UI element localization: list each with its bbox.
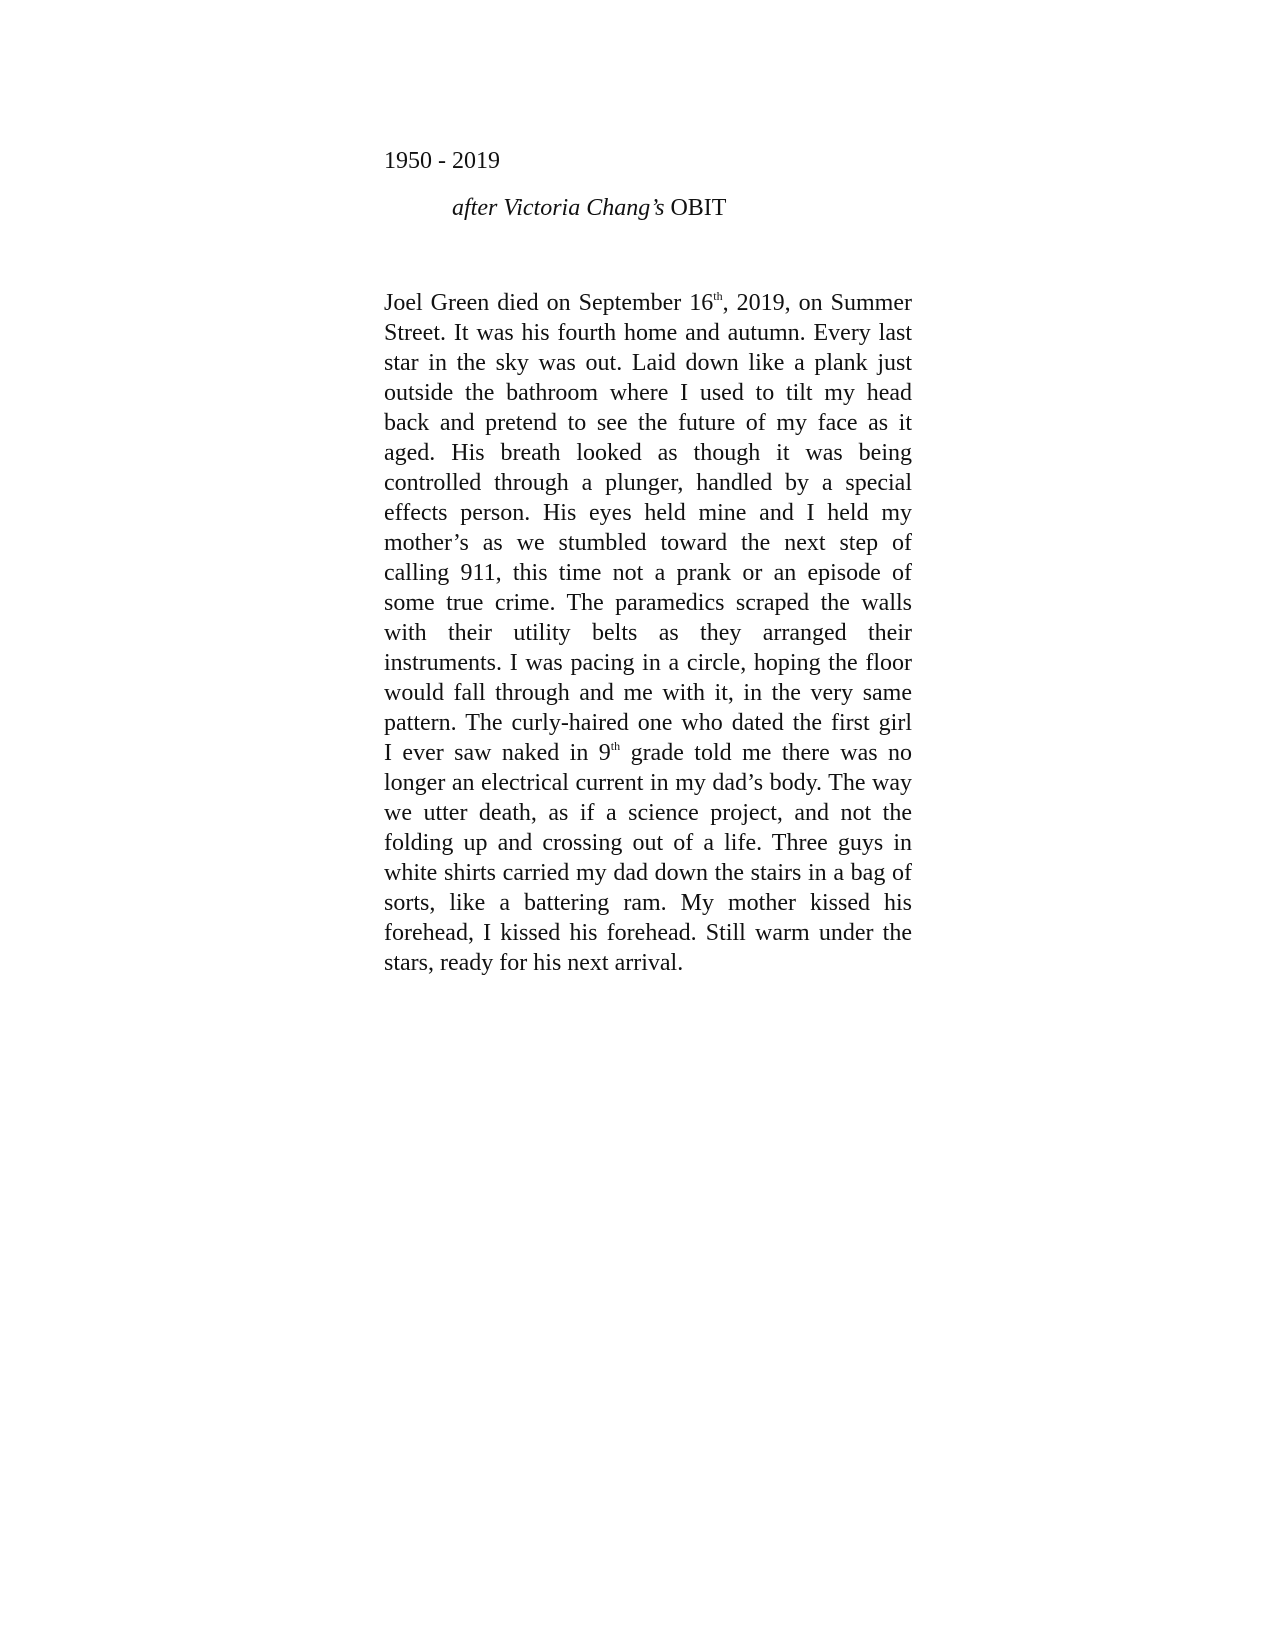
- ordinal-suffix: th: [713, 289, 723, 303]
- poem-line-18: we utter death, as if a science project, and not the: [384, 800, 912, 826]
- poem-line-15: pattern. The curly-haired one who dated the first girl: [384, 710, 912, 736]
- poem-line-5: back and pretend to see the future of my face as it: [384, 410, 912, 436]
- poem-line-6: aged. His breath looked as though it was being: [384, 440, 912, 466]
- poem-line-8: effects person. His eyes held mine and I held my: [384, 500, 912, 526]
- poem-line-21: sorts, like a battering ram. My mother kissed his: [384, 890, 912, 916]
- poem-line-10: calling 911, this time not a prank or an episode of: [384, 560, 912, 586]
- poem-line-16-start: I ever saw naked in 9: [384, 740, 611, 766]
- poem-line-17: longer an electrical current in my dad’s body. The way: [384, 770, 912, 796]
- poem-line-23: stars, ready for his next arrival.: [384, 950, 684, 976]
- poem-line-1: [384, 288, 912, 318]
- poem-line-16-end: grade told me there was no: [620, 740, 912, 766]
- poem-line-1-start: Joel Green died on September 16: [384, 290, 714, 316]
- poem-line-14: would fall through and me with it, in the very same: [384, 680, 912, 706]
- dates-heading: 1950 - 2019: [384, 148, 500, 174]
- ordinal-suffix: th: [610, 739, 621, 753]
- poem-line-7: controlled through a plunger, handled by a special: [384, 470, 912, 496]
- poem-line-20: white shirts carried my dad down the stairs in a bag of: [384, 860, 912, 886]
- poem-line-2: Street. It was his fourth home and autumn. Every last: [384, 320, 912, 346]
- poem-line-13: instruments. I was pacing in a circle, hoping the floor: [384, 650, 912, 676]
- poem-line-9: mother’s as we stumbled toward the next step of: [384, 530, 912, 556]
- epigraph-attribution: after Victoria Chang’s: [452, 195, 665, 221]
- poem-line-16: [384, 738, 912, 768]
- epigraph: [452, 193, 726, 223]
- epigraph-title: OBIT: [670, 195, 727, 221]
- poem-line-22: forehead, I kissed his forehead. Still warm under the: [384, 920, 912, 946]
- poem-line-19: folding up and crossing out of a life. Three guys in: [384, 830, 912, 856]
- poem-line-1-end: , 2019, on Summer: [722, 290, 912, 316]
- poem-line-12: with their utility belts as they arranged their: [384, 620, 912, 646]
- poem-body: [384, 288, 912, 978]
- poem-line-11: some true crime. The paramedics scraped the walls: [384, 590, 912, 616]
- poem-line-4: outside the bathroom where I used to tilt my head: [384, 380, 912, 406]
- poem-line-3: star in the sky was out. Laid down like a plank just: [384, 350, 912, 376]
